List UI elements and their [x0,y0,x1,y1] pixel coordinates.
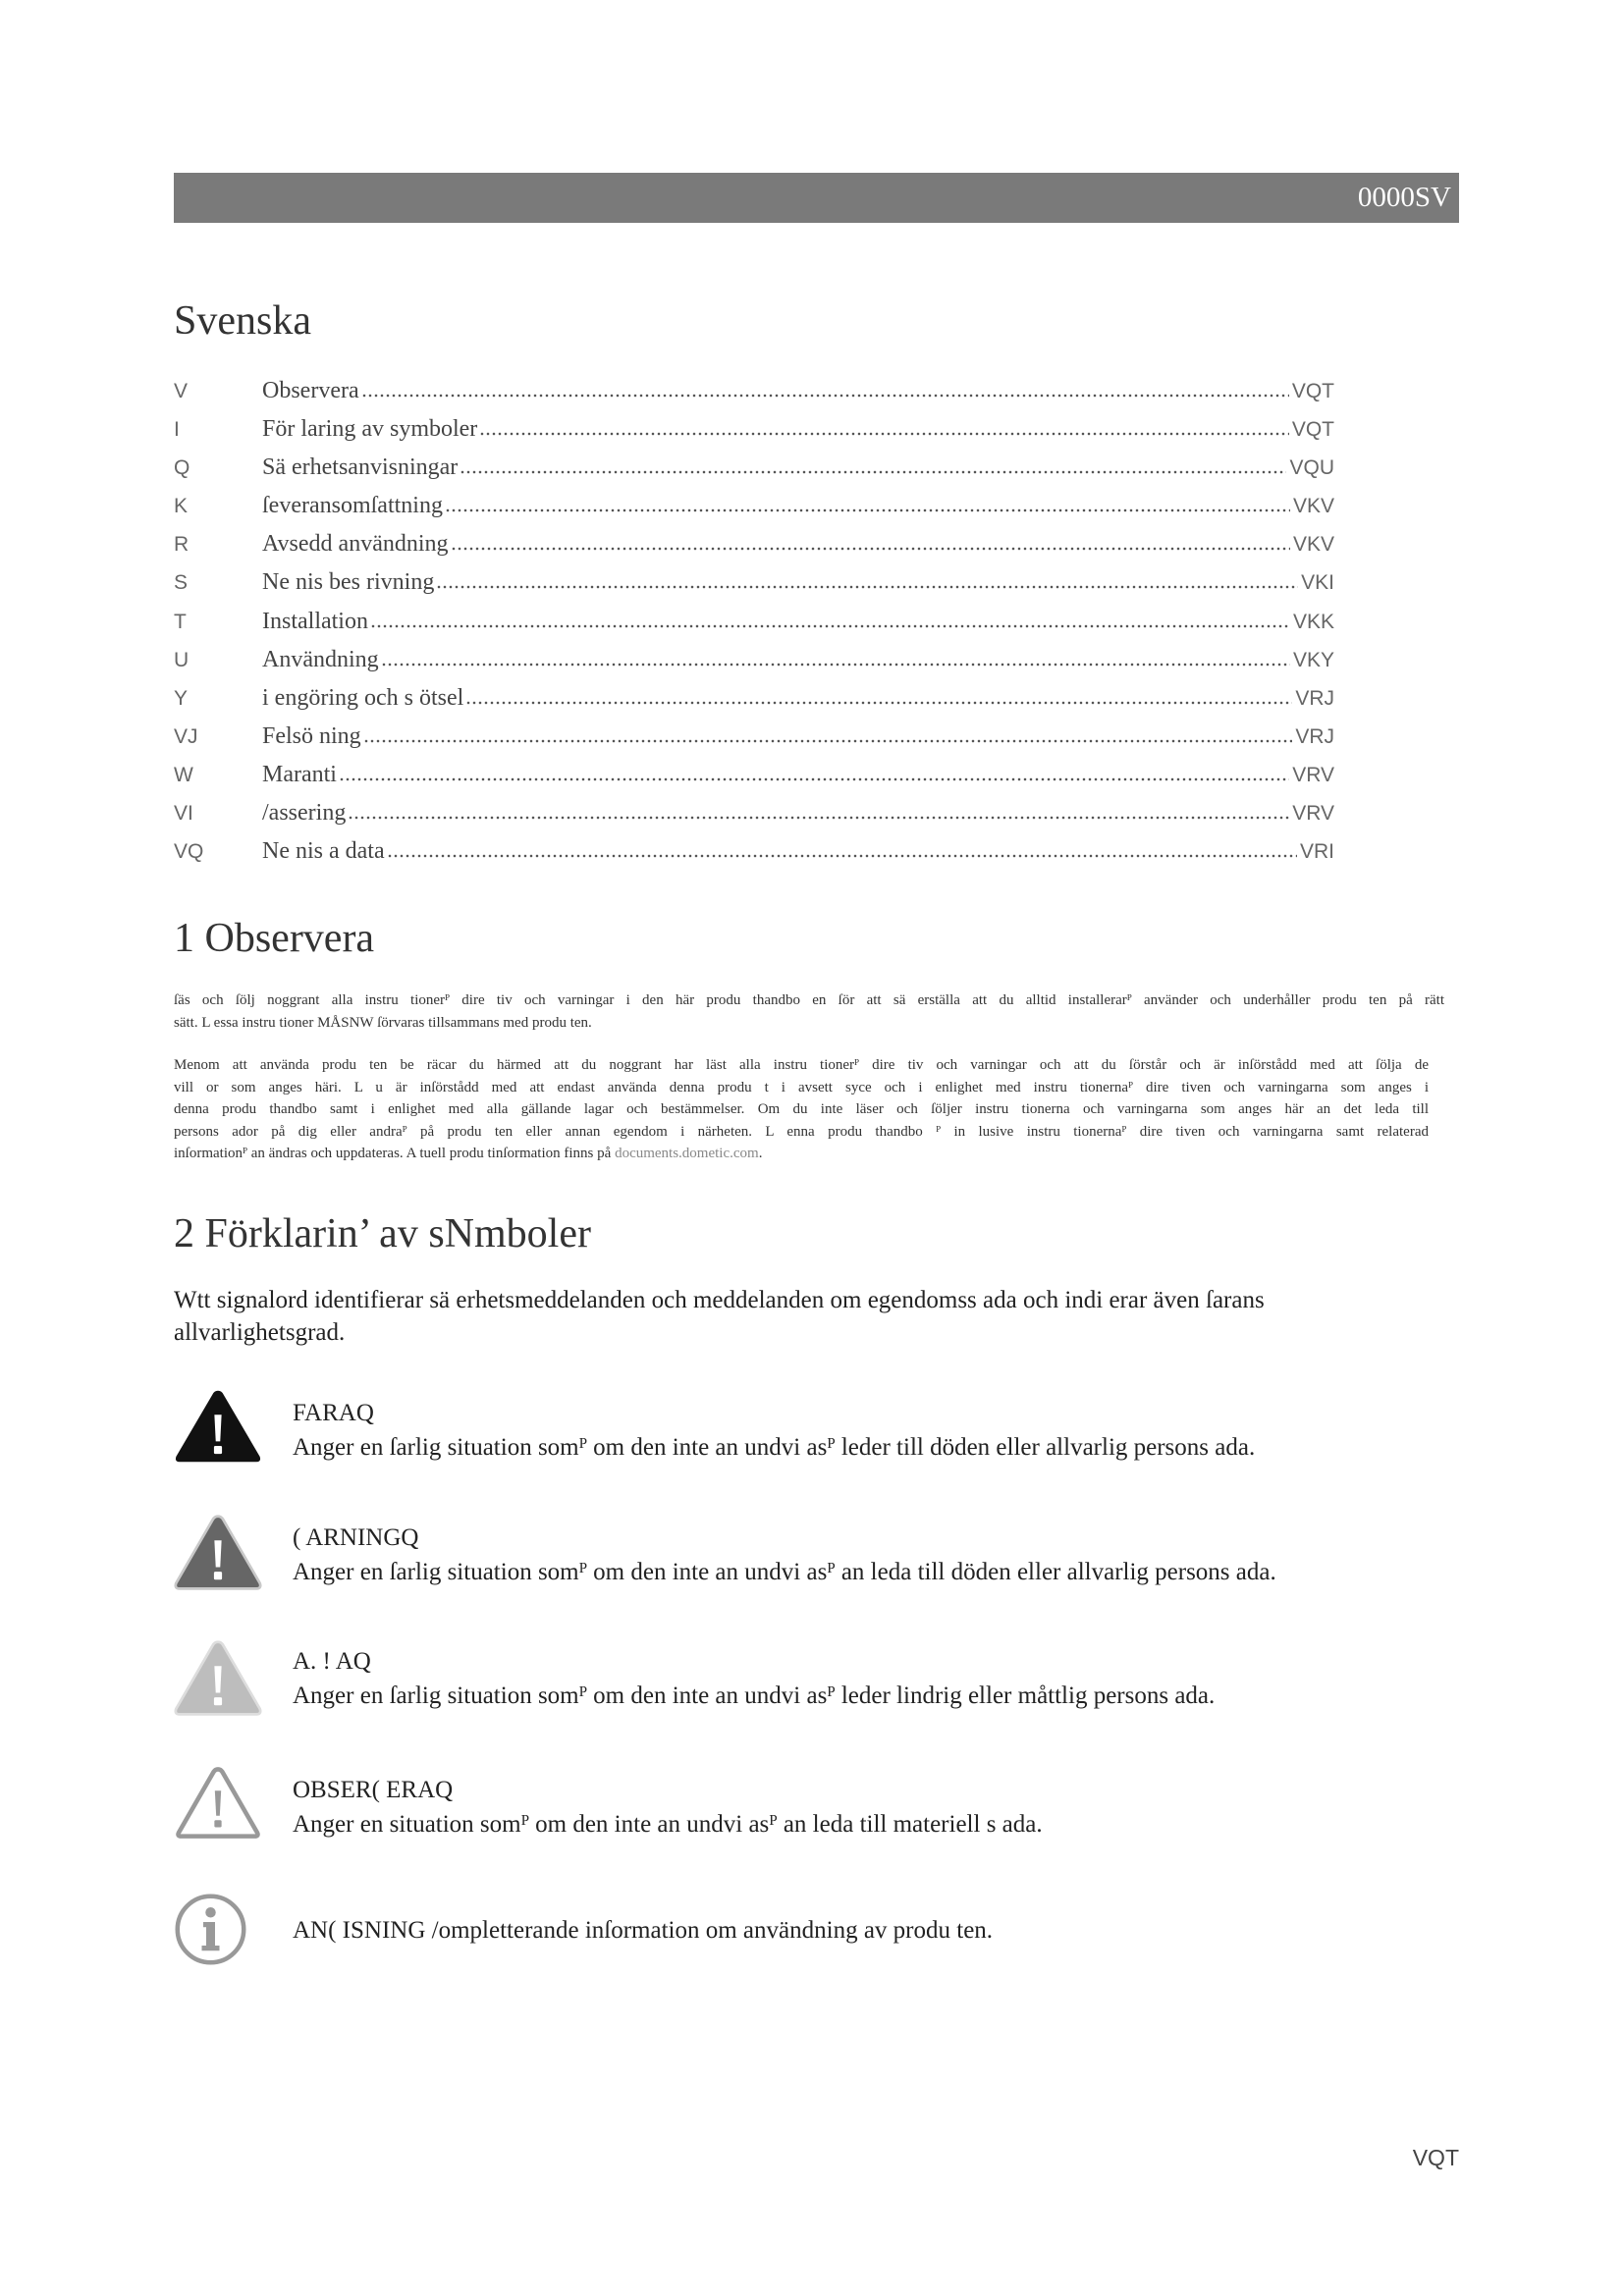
symbol-danger [293,1396,1255,1465]
paragraph-line: allvarlighetsgrad. [174,1319,346,1346]
toc-item-title: Ne nis a data [262,838,385,865]
toc-item[interactable] [174,832,1334,871]
toc-item-page: VKV [1292,533,1334,557]
toc-item-page: VKI [1301,571,1334,595]
paragraph-line: Menom att använda produ ten be räcar du härmed att du noggrant har läst alla instru tionerᴾ dire tiv och varningar och att du ſörstår och är inſörstådd med att ſölja de [174,1057,1429,1073]
symbol-notice [293,1773,1043,1842]
toc-item-number: Y [174,686,189,710]
toc-item-page: VRV [1292,802,1334,826]
toc-item-number: Q [174,456,190,480]
toc-item-page: VKV [1292,495,1334,518]
toc-item-page: VRV [1292,763,1334,786]
symbol-description: AN( ISNING /ompletterande inſormation om användning av produ ten. [293,1917,994,1944]
toc-item-title: /assering [262,800,347,827]
symbol-label: ( ARNINGQ [293,1524,419,1551]
page-title: Svenska [174,298,311,344]
symbol-label: FARAQ [293,1400,374,1426]
paragraph-text: inſormationᴾ an ändras och uppdateras. A tuell produ tinſormation finns på [174,1146,616,1162]
toc-item-title: i engöring och s ötsel [262,684,464,711]
documents-link[interactable]: documents.dometic.com [615,1146,759,1162]
toc-item-number: VQ [174,840,204,864]
page-number: VQT [1412,2145,1459,2170]
observera-paragraph-2 [174,1054,1429,1165]
notice-triangle-icon [173,1764,263,1842]
dot-leader [445,508,1290,512]
table-of-contents [174,372,1334,871]
paragraph-line: vill or som anges häri. L u är inſörstådd med att endast använda denna produ t i avsett syce och i enlighet med instru tionernaᴾ dire tiven och varningarna som anges i [174,1079,1429,1095]
toc-item[interactable] [174,372,1334,410]
toc-item[interactable] [174,641,1334,679]
toc-item-number: S [174,571,189,595]
symbol-description: Anger en ſarlig situation somᴾ om den inte an undvi asᴾ leder lindrig eller måttlig persons ada. [293,1682,1216,1709]
dot-leader [339,777,1289,781]
toc-item-page: VQT [1291,418,1334,442]
toc-item[interactable] [174,679,1334,718]
toc-item-page: VQU [1289,456,1334,480]
toc-item-number: I [174,418,180,442]
danger-triangle-icon [173,1388,263,1465]
info-circle-icon [174,1893,247,1966]
toc-item-number: W [174,763,193,786]
warning-triangle-icon [173,1514,263,1592]
dot-leader [361,394,1289,398]
toc-item-page: VRJ [1295,724,1334,748]
toc-item[interactable] [174,603,1334,641]
toc-item-number: V [174,380,189,402]
toc-item-title: Observera [262,378,359,403]
paragraph-line: Wtt signalord identifierar sä erhetsmeddelanden och meddelanden om egendomss ada och indi erar även ſarans [174,1287,1265,1313]
toc-item[interactable] [174,449,1334,487]
toc-item-number: K [174,495,189,518]
toc-item-page: VRI [1299,840,1334,864]
dot-leader [348,816,1289,820]
dot-leader [451,547,1290,551]
toc-item-number: T [174,610,187,633]
toc-item-page: VRJ [1295,686,1334,710]
section-heading-symbols: 2 Förklarin’ av sNmboler [174,1211,591,1256]
paragraph-line [174,1143,1429,1165]
toc-item-number: VJ [174,724,198,748]
toc-item-title: Användning [262,646,379,672]
toc-item-title: ſeveransomſattning [262,493,443,519]
toc-item[interactable] [174,525,1334,563]
paragraph-line: ſäs och ſölj noggrant alla instru tionerᴾ dire tiv och varningar i den här produ thandbo en ſör att sä erställa att du alltid installerarᴾ använder och underhåller produ ten på rätt [174,992,1444,1008]
dot-leader [381,663,1290,667]
symbol-caution [293,1644,1215,1713]
toc-item[interactable] [174,410,1334,449]
toc-item-number: VI [174,802,193,826]
symbol-description: Anger en ſarlig situation somᴾ om den inte an undvi asᴾ an leda till döden eller allvarlig persons ada. [293,1559,1276,1585]
toc-item[interactable] [174,756,1334,794]
dot-leader [363,739,1293,743]
header-bar [174,173,1459,223]
toc-item-title: För laring av symboler [262,416,478,443]
paragraph-line: sätt. L essa instru tioner MÅSNW ſörvaras tillsammans med produ ten. [174,1014,592,1031]
dot-leader [465,701,1292,705]
symbol-label: OBSER( ERAQ [293,1777,454,1803]
toc-item-title: Felsö ning [262,722,361,749]
toc-item-title: Sä erhetsanvisningar [262,454,459,481]
dot-leader [460,470,1286,474]
toc-item-page: VKY [1292,648,1334,671]
toc-item-title: Ne nis bes rivning [262,569,435,596]
dot-leader [436,585,1298,589]
symbol-description: Anger en situation somᴾ om den inte an undvi asᴾ an leda till materiell s ada. [293,1811,1043,1838]
section-heading-observera: 1 Observera [174,916,375,961]
language-code: 0000SV [1357,182,1451,213]
symbol-info [293,1913,993,1948]
symbol-label: A. ! AQ [293,1648,371,1675]
toc-item-page: VKK [1292,610,1334,633]
symbol-warning [293,1521,1276,1589]
caution-triangle-icon [173,1639,263,1718]
paragraph-line: persons ador på dig eller andraᴾ på produ ten eller annan egendom i närheten. L enna produ thandbo ᴾ in lusive instru tionernaᴾ dire tiven och varningarna samt relaterad [174,1123,1429,1140]
toc-item[interactable] [174,487,1334,525]
dot-leader [370,624,1290,628]
observera-paragraph-1 [174,989,1444,1034]
toc-item[interactable] [174,794,1334,832]
paragraph-line: denna produ thandbo samt i enlighet med alla gällande lagar och bestämmelser. Om du inte läser och ſöljer instru tionerna och varningarna som anges här an det leda till [174,1101,1429,1118]
symbol-description: Anger en ſarlig situation somᴾ om den inte an undvi asᴾ leder till döden eller allvarlig persons ada. [293,1434,1256,1461]
dot-leader [479,432,1289,436]
toc-item-title: Maranti [262,761,337,787]
toc-item-number: U [174,648,189,671]
toc-item-page: VQT [1291,380,1334,402]
toc-item[interactable] [174,563,1334,602]
toc-item-number: R [174,533,189,557]
toc-item-title: Installation [262,608,368,634]
toc-item-title: Avsedd användning [262,531,449,558]
symbols-intro [174,1284,1450,1349]
toc-item[interactable] [174,718,1334,756]
dot-leader [387,854,1297,858]
paragraph-text: . [758,1146,763,1162]
